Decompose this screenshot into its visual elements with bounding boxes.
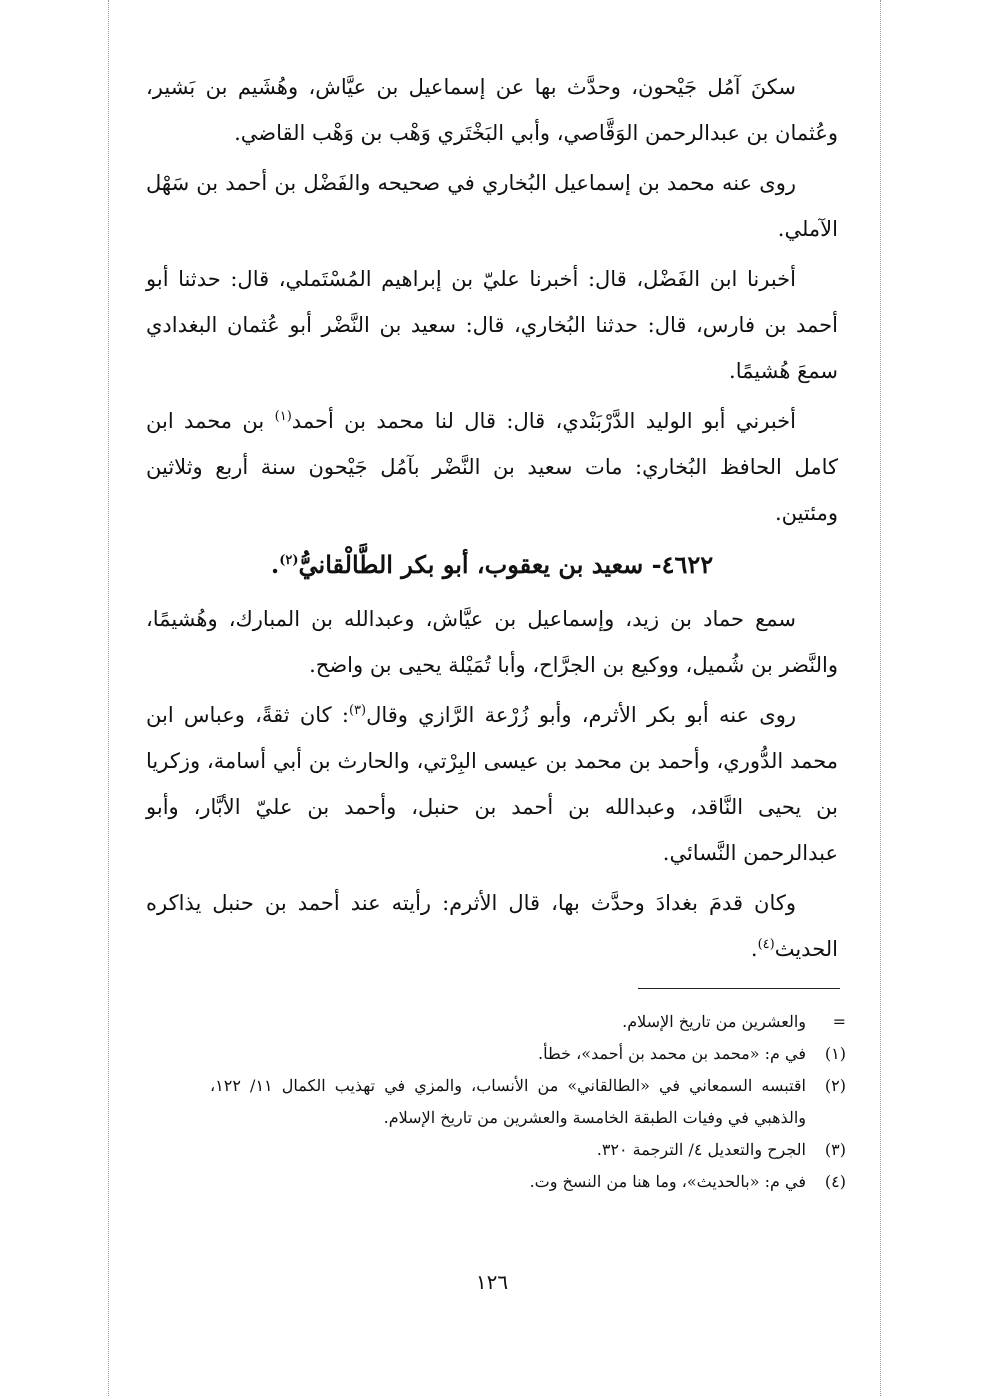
footnote-ref-4[interactable]: (٤) — [757, 937, 775, 952]
footnote-4: (٤) في م: «بالحديث»، وما هنا من النسخ وت. — [529, 1172, 846, 1191]
main-text — [146, 64, 838, 976]
footnote-ref-2[interactable]: (٢) — [279, 553, 299, 568]
footnote-ref-1[interactable]: (١) — [274, 409, 292, 424]
paragraph-1: سكنَ آمُل جَيْحون، وحدَّث بها عن إسماعيل بن عيَّاش، وهُشَيم بن بَشير، وعُثمان بن عبدالرحمن الوَقَّاصي، وأبي البَخْتَري وَهْب بن وَهْب القاضي. — [146, 75, 838, 145]
footnote-1: (١) في م: «محمد بن محمد بن أحمد»، خطأ. — [538, 1044, 846, 1063]
paragraph-3: أخبرنا ابن الفَضْل، قال: أخبرنا عليّ بن إبراهيم المُسْتَملي، قال: حدثنا أبو أحمد بن فارس، قال: حدثنا البُخاري، قال: سعيد بن النَّضْر أبو عُثمان البغدادي سمعَ هُشيمًا. — [146, 267, 838, 383]
footnote-3: (٣) الجرح والتعديل ٤/ الترجمة ٣٢٠. — [596, 1140, 846, 1159]
paragraph-6: روى عنه أبو بكر الأثرم، وأبو زُرْعة الرَّازي وقال$^{(٣)}$: كان ثقةً، وعباس ابن محمد الدُّوري، وأحمد بن محمد بن عيسى البِرْتي، والحارث بن أبي أسامة، وزكريا بن يحيى النَّاقد، وعبدالله بن أحمد بن حنبل، وأحمد بن عليّ الأبَّار، وأبو عبدالرحمن النَّسائي. — [146, 703, 838, 865]
right-margin-dotted-line — [880, 0, 881, 1396]
footnote-ref-3[interactable]: (٣) — [348, 703, 367, 718]
paragraph-2: روى عنه محمد بن إسماعيل البُخاري في صحيحه والفَضْل بن أحمد بن سَهْل الآملي. — [146, 171, 838, 241]
footnotes — [210, 1006, 846, 1198]
paragraph-4: أخبرني أبو الوليد الدَّرْبَنْدي، قال: قال لنا محمد بن أحمد$^{(١)}$ بن محمد ابن كامل الحافظ البُخاري: مات سعيد بن النَّضْر بآمُل جَيْحون سنة أربع وثلاثين ومئتين. — [146, 409, 838, 525]
left-margin-dotted-line — [108, 0, 109, 1396]
footnote-2: (٢) اقتبسه السمعاني في «الطالقاني» من الأنساب، والمزي في تهذيب الكمال ١١/ ١٢٢، والذهبي في وفيات الطبقة الخامسة والعشرين من تاريخ الإسلام. — [210, 1076, 846, 1127]
page-number: ١٢٦ — [475, 1270, 509, 1294]
footnote-separator — [638, 988, 840, 989]
footnote-continuation: = والعشرين من تاريخ الإسلام. — [622, 1012, 846, 1031]
paragraph-7: وكان قدمَ بغدادَ وحدَّث بها، قال الأثرم: رأيته عند أحمد بن حنبل يذاكره الحديث$^{(٤)}$. — [146, 891, 838, 961]
entry-heading: ٤٦٢٢- سعيد بن يعقوب، أبو بكر الطَّالْقانيُّ$^{(٢)}$. — [270, 550, 714, 579]
paragraph-5: سمع حماد بن زيد، وإسماعيل بن عيَّاش، وعبدالله بن المبارك، وهُشيمًا، والنَّضر بن شُميل، ووكيع بن الجرَّاح، وأبا تُمَيْلة يحيى بن واضح. — [146, 607, 838, 677]
